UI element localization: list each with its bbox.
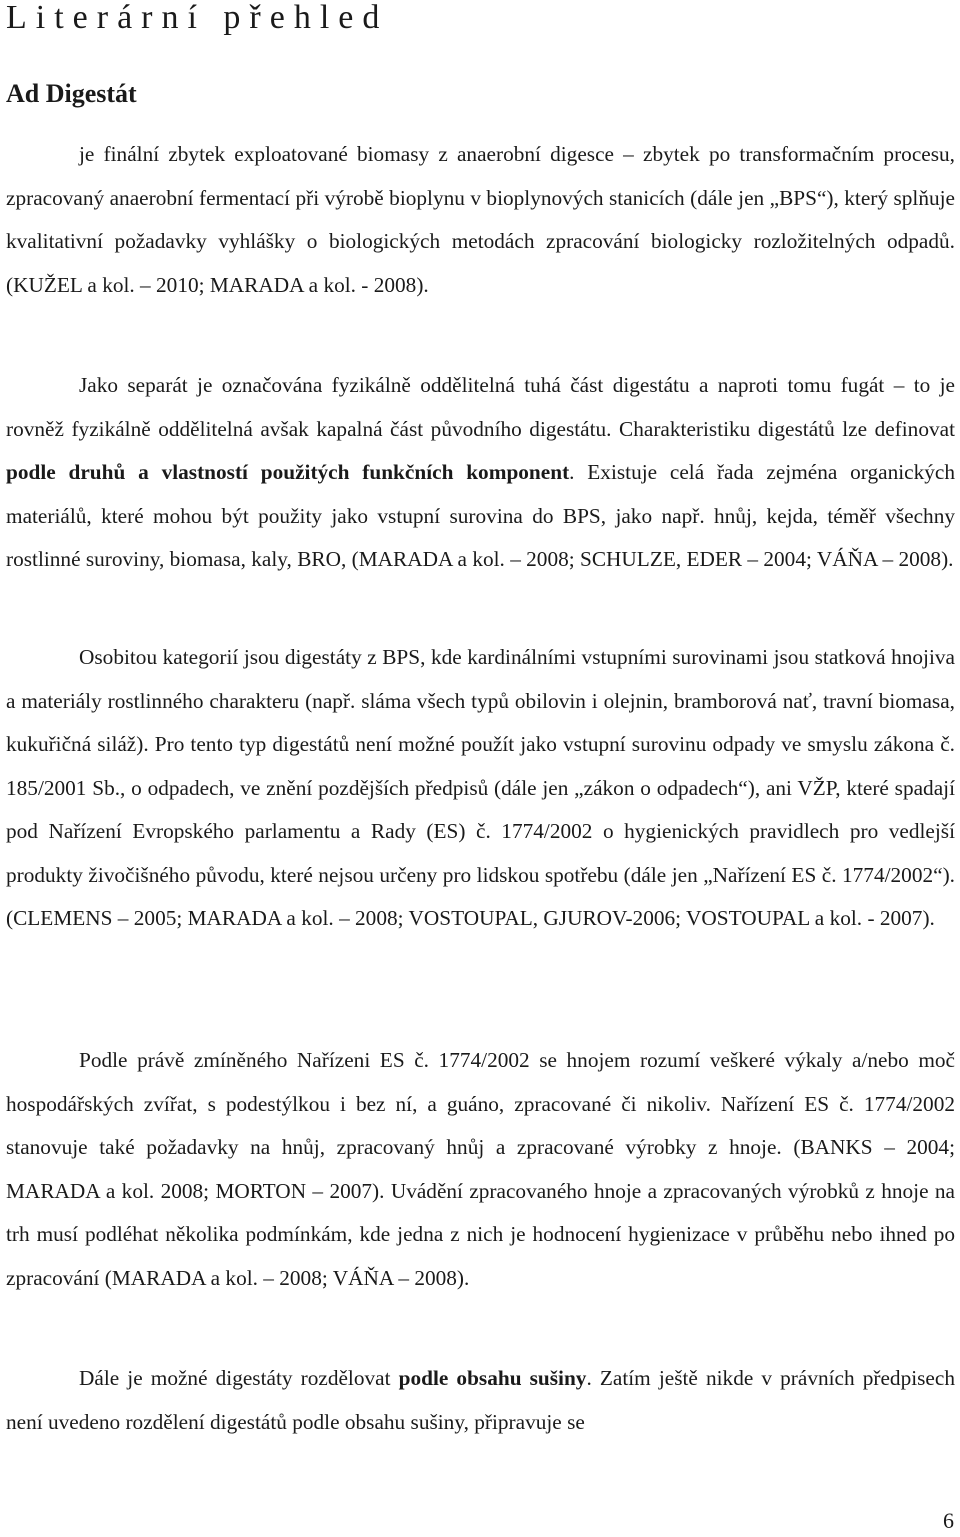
section-heading: Ad Digestát xyxy=(6,79,137,108)
paragraph-definition: je finální zbytek exploatované biomasy z anaerobní digesce – zbytek po transformačním procesu, zpracovaný anaerobní fermentací při výrobě bioplynu v bioplynových stanicích (dále jen „BPS“), který splňuje kvalitativní požadavky vyhlášky o biologických metodách zpracování biologicky rozložitelných odpadů. (KUŽEL a kol. – 2010; MARADA a kol. - 2008). xyxy=(6,142,955,297)
page-number: 6 xyxy=(943,1508,954,1533)
paragraph-text: . Zatím ještě nikde v právních předpisech není uvedeno rozdělení digestátů podle obsahu sušiny, připravuje se xyxy=(6,1366,955,1434)
paragraph-category: Osobitou kategorií jsou digestáty z BPS, kde kardinálními vstupními surovinami jsou statková hnojiva a materiály rostlinného charakteru (např. sláma všech typů obilovin i olejnin, bramborová nať, travní biomasa, kukuřičná siláž). Pro tento typ digestátů není možné použít jako vstupní surovinu odpady ve smyslu zákona č. 185/2001 Sb., o odpadech, ve znění pozdějších předpisů (dále jen „zákon o odpadech“), ani VŽP, které spadají pod Nařízení Evropského parlamentu a Rady (ES) č. 1774/2002 o hygienických pravidlech pro vedlejší produkty živočišného původu, které nejsou určeny pro lidskou spotřebu (dále jen „Nařízení ES č. 1774/2002“). (CLEMENS – 2005; MARADA a kol. – 2008; VOSTOUPAL, GJUROV-2006; VOSTOUPAL a kol. - 2007). xyxy=(6,645,955,930)
paragraph-regulation: Podle právě zmíněného Nařízeni ES č. 1774/2002 se hnojem rozumí veškeré výkaly a/nebo moč hospodářských zvířat, s podestýlkou i bez ní, a guáno, zpracované či nikoliv. Nařízení ES č. 1774/2002 stanovuje také požadavky na hnůj, zpracovaný hnůj a zpracované výrobky z hnoje. (BANKS – 2004; MARADA a kol. 2008; MORTON – 2007). Uvádění zpracovaného hnoje a zpracovaných výrobků z hnoje na trh musí podléhat několika podmínkám, kde jedna z nich je hodnocení hygienizace v průběhu nebo ihned po zpracování (MARADA a kol. – 2008; VÁŇA – 2008). xyxy=(6,1048,955,1290)
paragraph-text: . Existuje celá řada zejména organických materiálů, které mohou být použity jako vstupní surovina do BPS, jako např. hnůj, kejda, téměř všechny rostlinné suroviny, biomasa, kaly, BRO, (MARADA a kol. – 2008; SCHULZE, EDER – 2004; VÁŇA – 2008). xyxy=(6,460,955,571)
paragraph-dry-matter xyxy=(6,1357,955,1444)
page-title: Literární přehled xyxy=(6,0,389,36)
paragraph-text: Dále je možné digestáty rozdělovat xyxy=(79,1366,399,1390)
emphasis-text: podle druhů a vlastností použitých funkčních komponent xyxy=(6,460,570,484)
paragraph-text: Jako separát je označována fyzikálně oddělitelná tuhá část digestátu a naproti tomu fugát – to je rovněž fyzikálně oddělitelná avšak kapalná část původního digestátu. Charakteristiku digestátů lze definovat xyxy=(6,373,955,441)
emphasis-text: podle obsahu sušiny xyxy=(398,1366,587,1390)
paragraph-separat-fugat xyxy=(6,364,955,582)
